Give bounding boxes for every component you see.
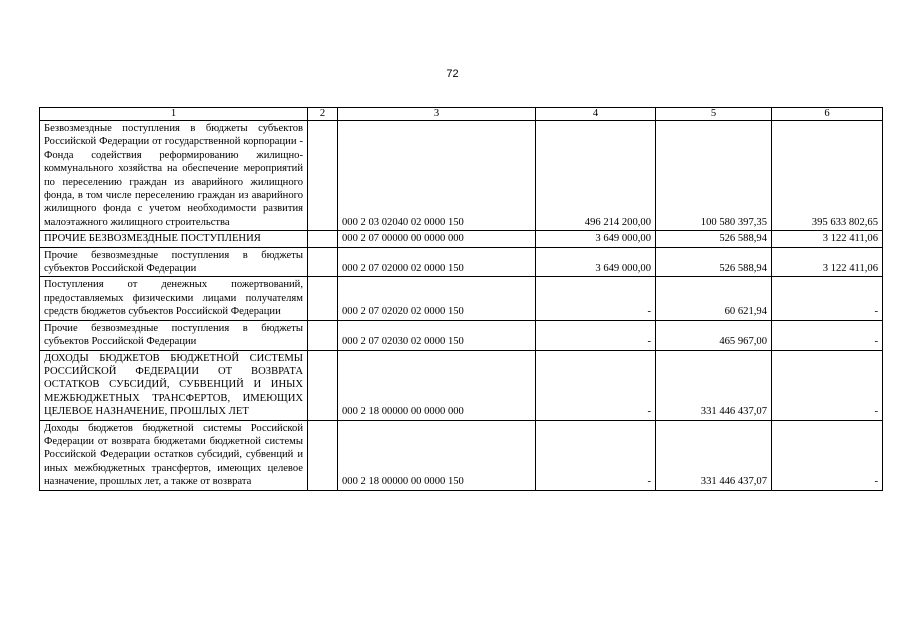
row-amount-5: 526 588,94 [656,231,772,247]
row-col2 [308,277,338,320]
table-row [40,247,883,277]
row-name: ПРОЧИЕ БЕЗВОЗМЕЗДНЫЕ ПОСТУПЛЕНИЯ [40,231,308,247]
column-header: 2 [308,108,338,121]
row-name: Прочие безвозмездные поступления в бюджеты субъектов Российской Федерации [40,247,308,277]
table-row [40,121,883,231]
row-code: 000 2 07 02000 02 0000 150 [338,247,536,277]
row-amount-6: - [772,420,883,490]
row-code: 000 2 03 02040 02 0000 150 [338,121,536,231]
row-col2 [308,350,338,420]
table-row [40,277,883,320]
row-amount-6: - [772,277,883,320]
table-row [40,320,883,350]
row-amount-5: 465 967,00 [656,320,772,350]
row-amount-6: 3 122 411,06 [772,247,883,277]
column-header: 1 [40,108,308,121]
row-amount-4: 496 214 200,00 [536,121,656,231]
row-amount-5: 100 580 397,35 [656,121,772,231]
row-amount-5: 526 588,94 [656,247,772,277]
column-header: 5 [656,108,772,121]
row-code: 000 2 07 02020 02 0000 150 [338,277,536,320]
row-amount-6: 395 633 802,65 [772,121,883,231]
column-header: 4 [536,108,656,121]
row-name: Прочие безвозмездные поступления в бюджеты субъектов Российской Федерации [40,320,308,350]
row-amount-6: - [772,350,883,420]
row-amount-6: 3 122 411,06 [772,231,883,247]
column-header: 6 [772,108,883,121]
budget-revenue-table [39,107,883,491]
table-row [40,420,883,490]
row-amount-5: 331 446 437,07 [656,420,772,490]
row-col2 [308,420,338,490]
row-col2 [308,247,338,277]
page-number: 72 [446,68,459,80]
row-amount-4: - [536,277,656,320]
table-row [40,350,883,420]
column-header: 3 [338,108,536,121]
row-col2 [308,121,338,231]
row-code: 000 2 07 02030 02 0000 150 [338,320,536,350]
row-code: 000 2 18 00000 00 0000 150 [338,420,536,490]
row-amount-4: 3 649 000,00 [536,231,656,247]
row-name: Доходы бюджетов бюджетной системы Российской Федерации от возврата бюджетами бюджетной системы Российской Федерации остатков субсидий, субвенций и иных межбюджетных трансфертов, имеющих целевое назначение, прошлых лет, а также от возврата [40,420,308,490]
row-name: ДОХОДЫ БЮДЖЕТОВ БЮДЖЕТНОЙ СИСТЕМЫ РОССИЙСКОЙ ФЕДЕРАЦИИ ОТ ВОЗВРАТА ОСТАТКОВ СУБСИДИЙ, СУБВЕНЦИЙ И ИНЫХ МЕЖБЮДЖЕТНЫХ ТРАНСФЕРТОВ, ИМЕЮЩИХ ЦЕЛЕВОЕ НАЗНАЧЕНИЕ, ПРОШЛЫХ ЛЕТ [40,350,308,420]
row-name: Безвозмездные поступления в бюджеты субъектов Российской Федерации от государственной корпорации - Фонда содействия реформированию жилищно-коммунального хозяйства на обеспечение мероприятий по переселению граждан из аварийного жилищного фонда, в том числе переселению граждан из аварийного жилищного фонда с учетом необходимости развития малоэтажного жилищного строительства [40,121,308,231]
row-amount-4: - [536,320,656,350]
row-code: 000 2 07 00000 00 0000 000 [338,231,536,247]
row-amount-4: 3 649 000,00 [536,247,656,277]
row-amount-5: 331 446 437,07 [656,350,772,420]
row-amount-6: - [772,320,883,350]
row-col2 [308,320,338,350]
row-col2 [308,231,338,247]
row-name: Поступления от денежных пожертвований, предоставляемых физическими лицами получателям средств бюджетов субъектов Российской Федерации [40,277,308,320]
row-amount-5: 60 621,94 [656,277,772,320]
row-amount-4: - [536,420,656,490]
table-row [40,231,883,247]
table-header-row [40,108,883,121]
row-code: 000 2 18 00000 00 0000 000 [338,350,536,420]
row-amount-4: - [536,350,656,420]
